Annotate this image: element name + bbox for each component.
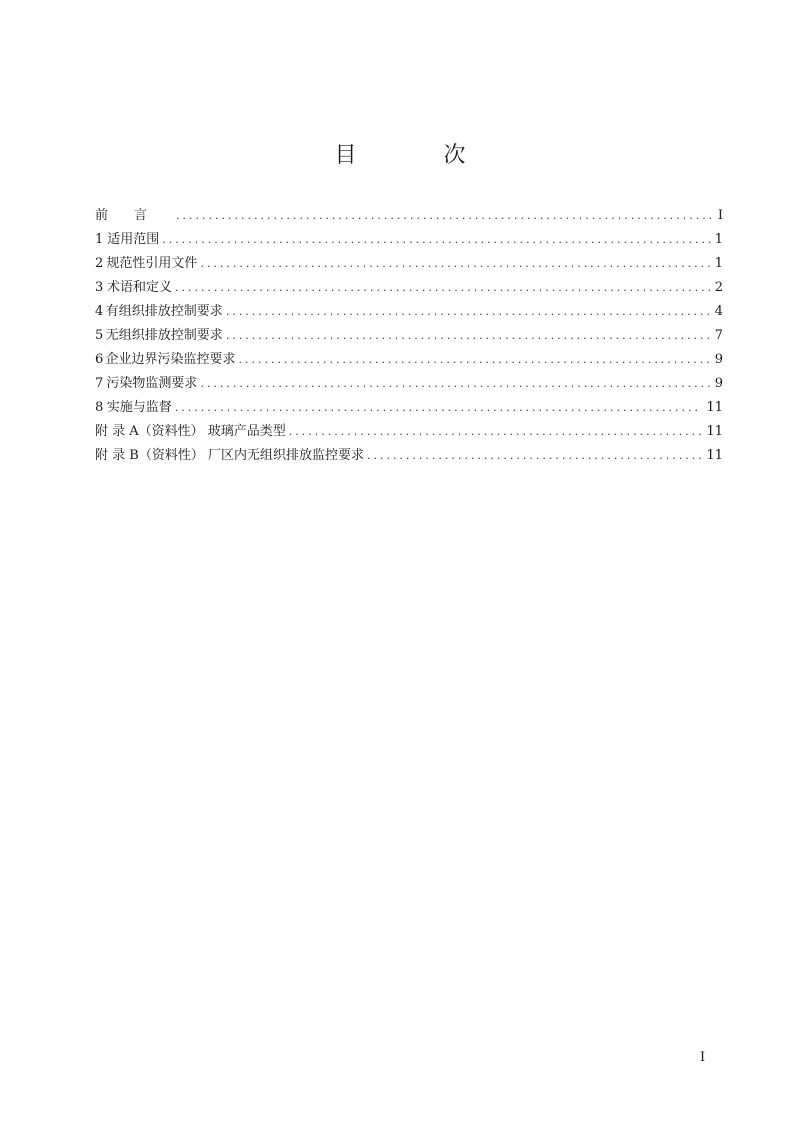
page-number-footer: I xyxy=(700,1050,706,1065)
toc-entry-appendix-a[interactable] xyxy=(95,420,723,444)
toc-number: 6 xyxy=(95,352,104,367)
toc-leader-dots xyxy=(162,228,710,252)
toc-entry-3[interactable] xyxy=(95,276,723,300)
toc-label: 企业边界污染监控要求 xyxy=(105,352,236,367)
toc-number: 2 xyxy=(95,256,104,271)
toc-number: 5 xyxy=(95,328,104,343)
toc-leader-dots xyxy=(176,204,711,228)
toc-label: 无组织排放控制要求 xyxy=(105,328,223,343)
toc-entry-7[interactable] xyxy=(95,372,723,396)
toc-leader-dots xyxy=(226,324,711,348)
table-of-contents xyxy=(95,204,723,468)
toc-entry-4[interactable] xyxy=(95,300,723,324)
toc-leader-dots xyxy=(367,444,703,468)
toc-label: 规范性引用文件 xyxy=(106,256,198,271)
toc-label: 附 录 B（资料性） 厂区内无组织排放监控要求 xyxy=(95,448,364,463)
toc-entry-6[interactable] xyxy=(95,348,723,372)
toc-leader-dots xyxy=(289,420,703,444)
toc-leader-dots xyxy=(175,276,711,300)
toc-label: 附 录 A（资料性） 玻璃产品类型 xyxy=(95,424,286,439)
toc-entry-appendix-b[interactable] xyxy=(95,444,723,468)
page-title: 目 次 xyxy=(334,143,506,168)
toc-page-number: 1 xyxy=(714,256,723,271)
toc-leader-dots xyxy=(200,252,710,276)
toc-entry-foreword[interactable] xyxy=(95,204,723,228)
toc-number: 4 xyxy=(95,304,104,319)
toc-page-number: 11 xyxy=(706,400,723,415)
toc-page-number: 9 xyxy=(714,352,723,367)
toc-label: 适用范围 xyxy=(107,232,160,247)
toc-entry-8[interactable] xyxy=(95,396,723,420)
toc-leader-dots xyxy=(175,396,703,420)
toc-number: 3 xyxy=(95,280,104,295)
toc-page-number: 4 xyxy=(714,304,723,319)
toc-label: 术语和定义 xyxy=(106,280,172,295)
toc-entry-5[interactable] xyxy=(95,324,723,348)
toc-page-number: 11 xyxy=(706,448,723,463)
toc-entry-2[interactable] xyxy=(95,252,723,276)
toc-label: 污染物监测要求 xyxy=(106,376,198,391)
toc-entry-1[interactable] xyxy=(95,228,723,252)
toc-number: 1 xyxy=(95,232,104,247)
toc-page-number: 2 xyxy=(714,280,723,295)
toc-page-number: I xyxy=(717,208,723,223)
toc-page-number: 11 xyxy=(706,424,723,439)
toc-label: 实施与监督 xyxy=(106,400,172,415)
toc-page-number: 9 xyxy=(714,376,723,391)
toc-leader-dots xyxy=(239,348,711,372)
toc-label: 有组织排放控制要求 xyxy=(105,304,223,319)
toc-label: 前言 xyxy=(95,208,174,223)
toc-leader-dots xyxy=(226,300,711,324)
toc-number: 8 xyxy=(95,400,104,415)
toc-number: 7 xyxy=(95,376,104,391)
toc-leader-dots xyxy=(200,372,710,396)
toc-page-number: 7 xyxy=(714,328,723,343)
toc-page-number: 1 xyxy=(714,232,723,247)
